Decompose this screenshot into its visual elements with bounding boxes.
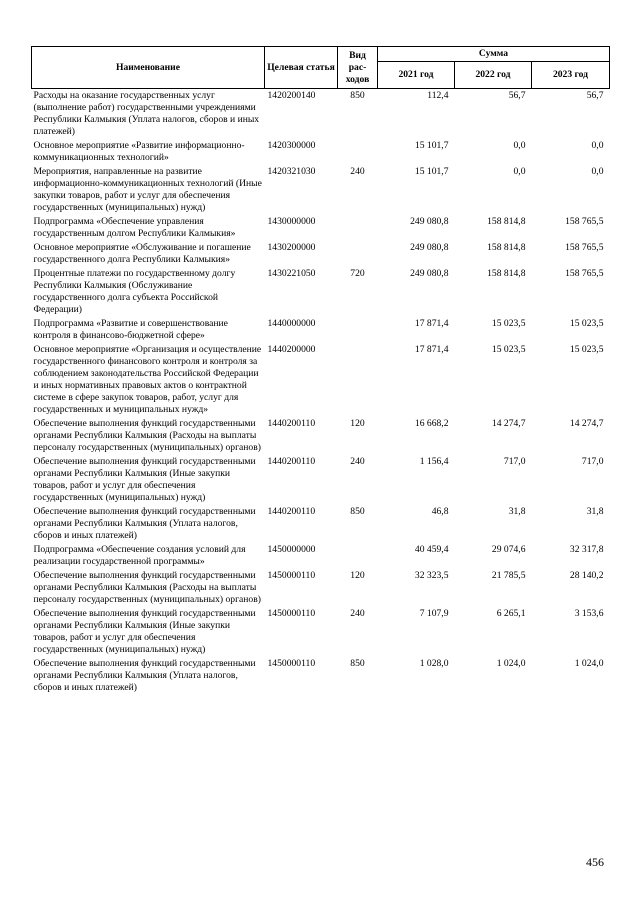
col-header-sum: Сумма [378,47,610,62]
row-2022-cell: 1 024,0 [496,658,526,669]
row-2022-cell: 158 814,8 [487,216,526,227]
table-row [32,343,610,417]
row-2022-cell: 717,0 [503,456,526,467]
table-row [32,267,610,317]
row-2022-cell: 158 814,8 [487,242,526,253]
row-2021-cell: 7 107,9 [419,608,449,619]
row-type-cell [338,241,378,267]
row-2023-cell: 717,0 [581,456,604,467]
row-code-cell: 1450000110 [267,570,316,581]
row-2021-cell: 1 156,4 [419,456,449,467]
row-type-cell: 240 [350,456,365,467]
row-2021-cell: 249 080,8 [410,242,449,253]
row-type-cell: 120 [350,418,365,429]
row-2021-cell: 112,4 [427,90,449,101]
row-name-cell: Мероприятия, направленные на развитие информационно-коммуникационных технологий (Иные закупки товаров, работ и услуг для обеспечения государственных (муниципальных) нужд) [33,166,262,213]
table-row [32,417,610,455]
row-code-cell: 1450000000 [267,544,316,555]
row-name-cell: Основное мероприятие «Развитие информационно-коммуникационных технологий» [33,140,245,163]
row-2021-cell: 40 459,4 [414,544,449,555]
row-type-cell: 240 [350,166,365,177]
table-row [32,505,610,543]
row-type-cell [338,543,378,569]
row-2023-cell: 158 765,5 [565,242,604,253]
budget-table [31,46,610,695]
row-code-cell: 1440200110 [267,456,316,467]
col-header-name: Наименование [32,47,265,89]
row-2023-cell: 28 140,2 [569,570,604,581]
row-2021-cell: 17 871,4 [414,344,449,355]
row-2021-cell: 249 080,8 [410,268,449,279]
row-2021-cell: 249 080,8 [410,216,449,227]
row-type-cell: 720 [350,268,365,279]
row-name-cell: Подпрограмма «Развитие и совершенствование контроля в финансово-бюджетной сфере» [33,318,228,341]
row-2021-cell: 46,8 [431,506,449,517]
row-type-cell: 850 [350,658,365,669]
row-2023-cell: 158 765,5 [565,216,604,227]
row-code-cell: 1430200000 [267,242,316,253]
row-name-cell: Обеспечение выполнения функций государственными органами Республики Калмыкия (Иные закупки товаров, работ и услуг для обеспечения государственных (муниципальных) нужд) [33,456,256,503]
row-type-cell: 120 [350,570,365,581]
row-name-cell: Основное мероприятие «Обслуживание и погашение государственного долга Республики Калмыкия» [33,242,251,265]
row-name-cell: Основное мероприятие «Организация и осуществление государственного финансового контроля и контроля за соблюдением законодательства Российской Федерации и иных нормативных правовых актов о контрактной системе в сфере закупок товаров, работ, услуг для государственных и муниципальных нужд» [33,344,262,415]
row-code-cell: 1420300000 [267,140,316,151]
row-type-cell: 850 [350,90,365,101]
table-row [32,569,610,607]
row-2023-cell: 32 317,8 [569,544,604,555]
col-header-2021: 2021 год [378,62,455,89]
row-type-cell [338,317,378,343]
row-type-cell [338,343,378,417]
header-row [32,47,610,62]
row-2023-cell: 158 765,5 [565,268,604,279]
row-code-cell: 1430000000 [267,216,316,227]
row-2022-cell: 6 265,1 [496,608,526,619]
row-2023-cell: 1 024,0 [574,658,604,669]
row-2023-cell: 15 023,5 [569,318,604,329]
row-2022-cell: 15 023,5 [491,344,526,355]
table-row [32,543,610,569]
row-2022-cell: 14 274,7 [491,418,526,429]
row-2022-cell: 21 785,5 [491,570,526,581]
row-type-cell [338,215,378,241]
table-row [32,657,610,695]
row-2022-cell: 0,0 [513,140,526,151]
row-2022-cell: 56,7 [508,90,526,101]
row-code-cell: 1420321030 [267,166,316,177]
row-2023-cell: 15 023,5 [569,344,604,355]
row-2021-cell: 32 323,5 [414,570,449,581]
row-type-cell: 240 [350,608,365,619]
row-code-cell: 1450000110 [267,608,316,619]
row-name-cell: Процентные платежи по государственному долгу Республики Калмыкия (Обслуживание государственного долга субъекта Российской Федерации) [33,268,236,315]
row-2023-cell: 0,0 [591,140,604,151]
row-code-cell: 1440000000 [267,318,316,329]
row-code-cell: 1450000110 [267,658,316,669]
row-type-cell [338,139,378,165]
row-name-cell: Обеспечение выполнения функций государственными органами Республики Калмыкия (Иные закупки товаров, работ и услуг для обеспечения государственных (муниципальных) нужд) [33,608,256,655]
row-name-cell: Обеспечение выполнения функций государственными органами Республики Калмыкия (Уплата налогов, сборов и иных платежей) [33,658,256,693]
table-row [32,139,610,165]
row-2021-cell: 15 101,7 [414,166,449,177]
row-name-cell: Расходы на оказание государственных услуг (выполнение работ) государственными учреждениями Республики Калмыкия (Уплата налогов, сборов и иных платежей) [33,90,260,137]
page-number: 456 [586,855,604,869]
row-code-cell: 1440200110 [267,418,316,429]
row-2021-cell: 17 871,4 [414,318,449,329]
row-2021-cell: 1 028,0 [419,658,449,669]
row-name-cell: Обеспечение выполнения функций государственными органами Республики Калмыкия (Расходы на выплаты персоналу государственных (муниципальных) органов) [33,570,261,605]
row-name-cell: Подпрограмма «Обеспечение управления государственным долгом Республики Калмыкия» [33,216,236,239]
table-row [32,241,610,267]
col-header-2022: 2022 год [455,62,532,89]
table-row [32,89,610,140]
row-2022-cell: 0,0 [513,166,526,177]
row-2022-cell: 29 074,6 [491,544,526,555]
row-code-cell: 1440200000 [267,344,316,355]
row-2023-cell: 3 153,6 [574,608,604,619]
table-row [32,607,610,657]
row-2023-cell: 56,7 [586,90,604,101]
table-row [32,215,610,241]
row-2022-cell: 31,8 [508,506,526,517]
row-2022-cell: 15 023,5 [491,318,526,329]
row-2022-cell: 158 814,8 [487,268,526,279]
col-header-2023: 2023 год [532,62,610,89]
row-type-cell: 850 [350,506,365,517]
row-name-cell: Обеспечение выполнения функций государственными органами Республики Калмыкия (Расходы на выплаты персоналу государственных (муниципальных) органов) [33,418,261,453]
row-name-cell: Обеспечение выполнения функций государственными органами Республики Калмыкия (Уплата налогов, сборов и иных платежей) [33,506,256,541]
row-2021-cell: 15 101,7 [414,140,449,151]
table-row [32,165,610,215]
col-header-code: Целевая статья [265,47,338,89]
table-body [32,89,610,696]
col-header-type: Вид рас-ходов [338,47,378,89]
row-2021-cell: 16 668,2 [414,418,449,429]
row-name-cell: Подпрограмма «Обеспечение создания условий для реализации государственной программы» [33,544,246,567]
row-2023-cell: 0,0 [591,166,604,177]
row-code-cell: 1420200140 [267,90,316,101]
row-2023-cell: 31,8 [586,506,604,517]
row-2023-cell: 14 274,7 [569,418,604,429]
table-row [32,455,610,505]
table-row [32,317,610,343]
row-code-cell: 1440200110 [267,506,316,517]
row-code-cell: 1430221050 [267,268,316,279]
